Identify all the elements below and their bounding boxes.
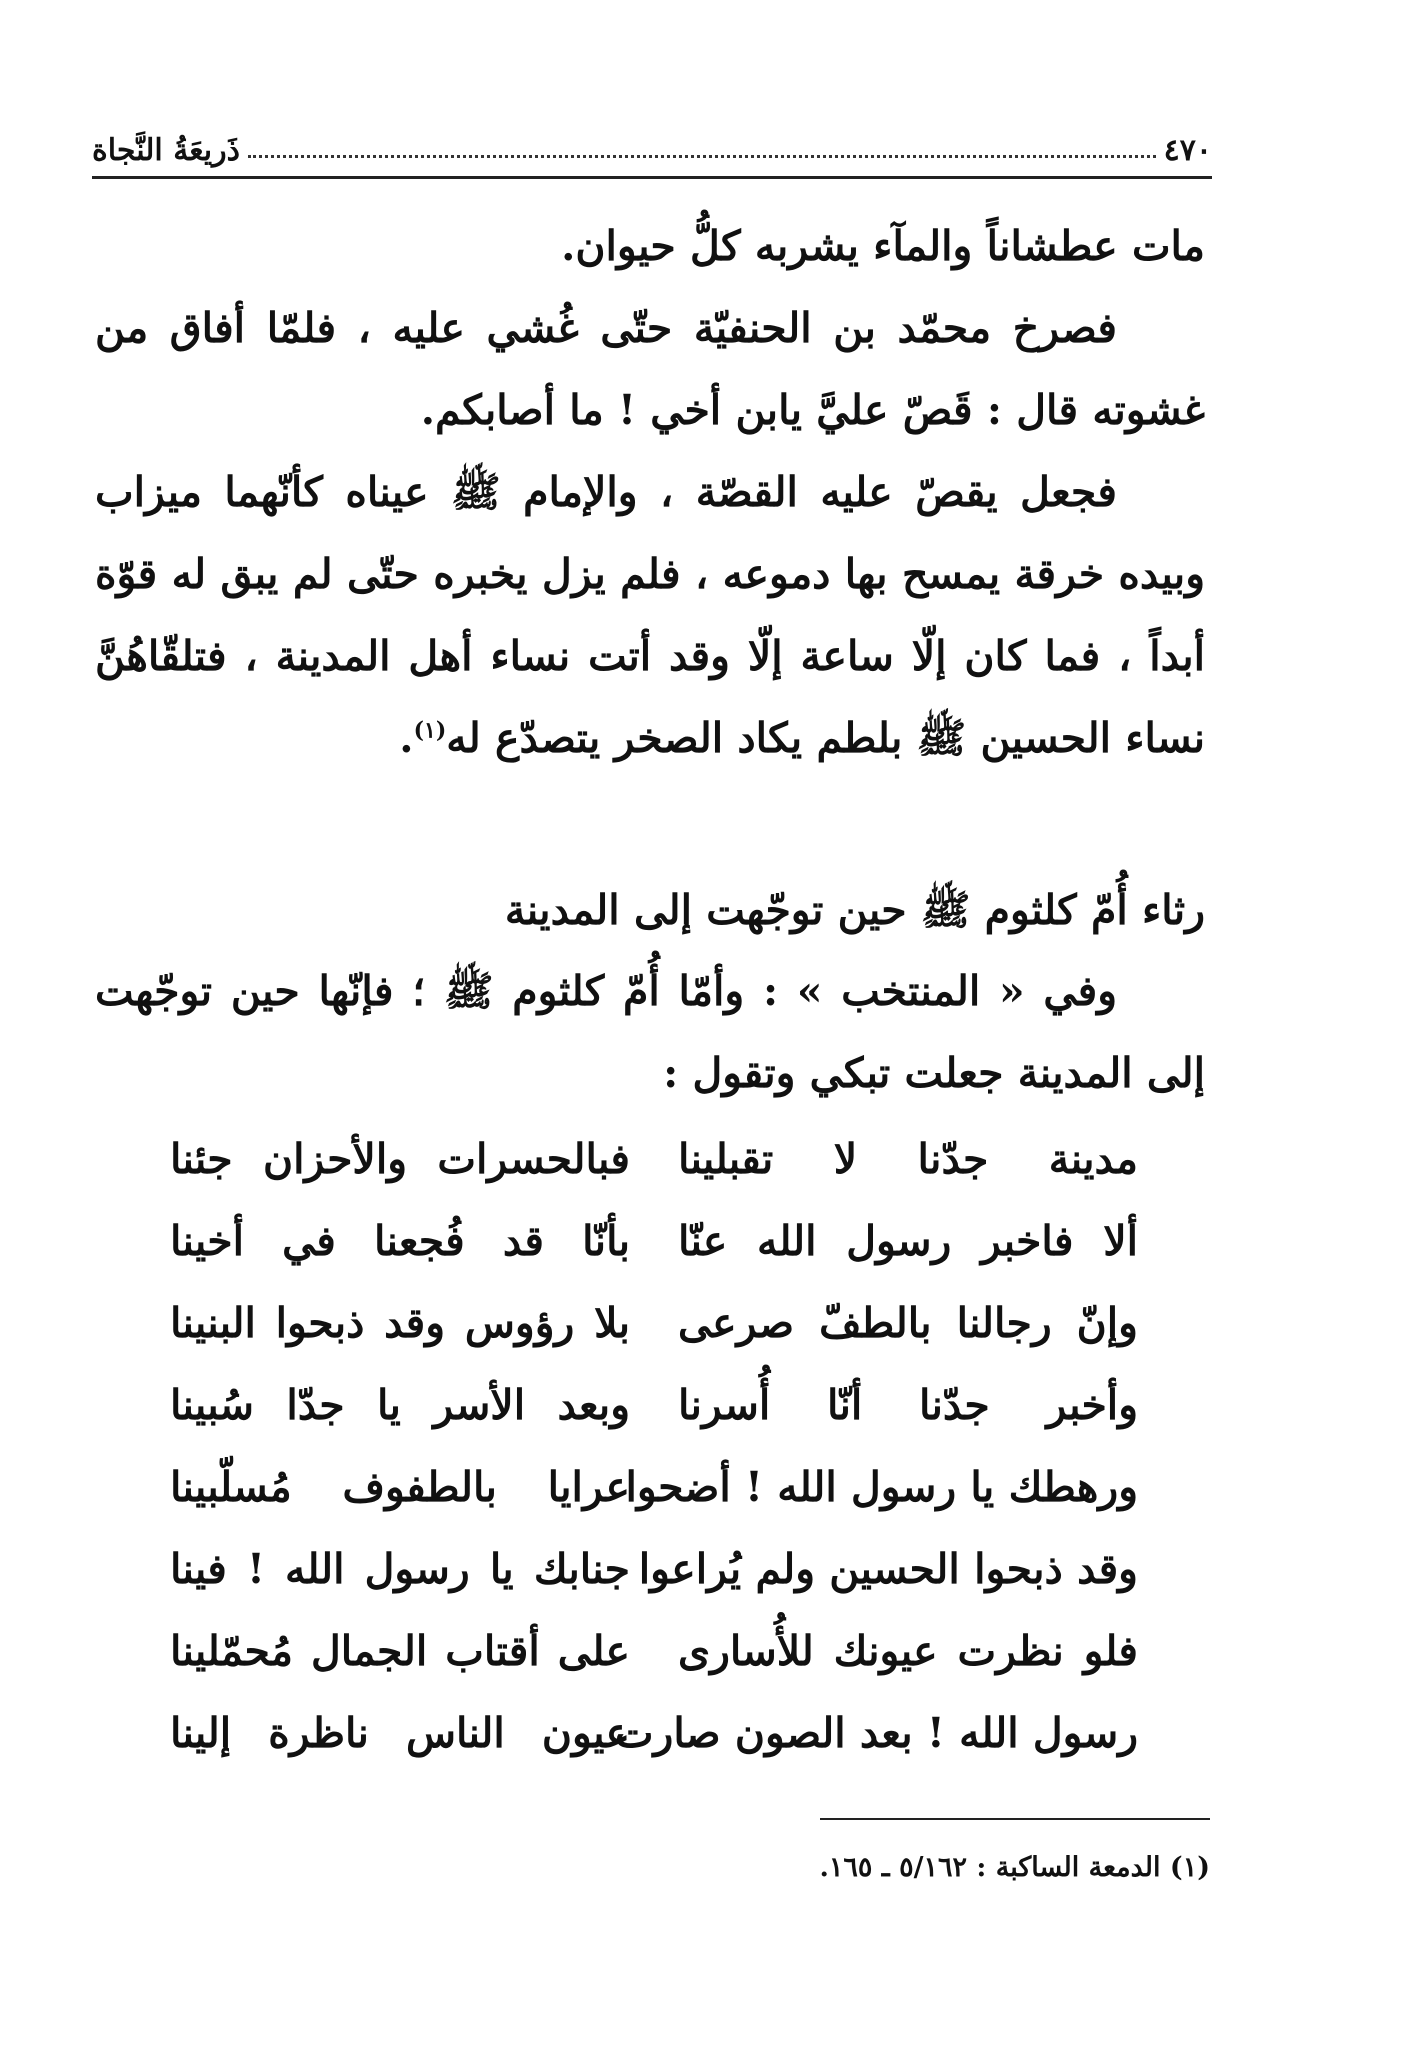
verse-second-hemistich: جنابك يا رسول الله ! فينا [170, 1545, 630, 1593]
verse-second-hemistich: على أقتاب الجمال مُحمّلينا [170, 1627, 630, 1675]
verse-first-hemistich: ورهطك يا رسول الله ! أضحوا [625, 1463, 1138, 1511]
poem-verse [170, 1118, 1138, 1200]
header-leader-dots [248, 155, 1156, 158]
paragraph: وفي « المنتخب » : وأمّا أُمّ كلثوم ﷺ ؛ فإنّها حين توجّهت إلى المدينة جعلت تبكي وتقول : [95, 967, 1205, 1097]
footnote: (١) الدمعة الساكبة : ٥/١٦٢ ـ ١٦٥. [819, 1852, 1210, 1883]
verse-first-hemistich: مدينة جدّنا لا تقبلينا [678, 1135, 1138, 1183]
poem-verse [170, 1446, 1138, 1528]
verse-first-hemistich: فلو نظرت عيونك للأُسارى [678, 1627, 1138, 1675]
section-intro [95, 950, 1205, 1114]
paragraph: فصرخ محمّد بن الحنفيّة حتّى غُشي عليه ، فلمّا أفاق من غشوته قال : قَصّ عليَّ يابن أخي ! ما أصابكم. [95, 304, 1205, 434]
poem-verse [170, 1610, 1138, 1692]
poem-verse [170, 1692, 1138, 1774]
poem-verse [170, 1364, 1138, 1446]
poem-verse [170, 1528, 1138, 1610]
poem-verse [170, 1200, 1138, 1282]
running-title: ذَريعَةُ النَّجاة [92, 133, 240, 168]
verse-second-hemistich: عرايا بالطفوف مُسلّبينا [170, 1463, 630, 1511]
verse-second-hemistich: فبالحسرات والأحزان جئنا [170, 1135, 630, 1183]
footnote-separator [820, 1818, 1210, 1820]
section-heading: رثاء أُمّ كلثوم ﷺ حين توجّهت إلى المدينة [504, 886, 1205, 934]
page-header [92, 118, 1212, 179]
verse-second-hemistich: بأنّا قد فُجعنا في أخينا [170, 1217, 630, 1265]
verse-second-hemistich: وبعد الأسر يا جدّا سُبينا [170, 1381, 630, 1429]
main-text [95, 205, 1205, 779]
verse-first-hemistich: رسول الله ! بعد الصون صارت [614, 1709, 1138, 1757]
verse-first-hemistich: ألا فاخبر رسول الله عنّا [678, 1217, 1138, 1265]
verse-first-hemistich: وإنّ رجالنا بالطفّ صرعى [678, 1299, 1138, 1347]
poem [170, 1118, 1138, 1774]
verse-second-hemistich: عيون الناس ناظرة إلينا [170, 1709, 630, 1757]
paragraph-end: . [399, 714, 414, 762]
paragraph-text: فجعل يقصّ عليه القصّة ، والإمام ﷺ عيناه كأنّهما ميزاب وبيده خرقة يمسح بها دموعه ، فلم يزل يخبره حتّى لم يبق له قوّة أبداً ، فما كان إلّا ساعة إلّا وقد أتت نساء أهل المدينة ، فتلقّاهُنَّ نساء الحسين ﷺ بلطم يكاد الصخر يتصدّع له [95, 468, 1205, 762]
verse-first-hemistich: وأخبر جدّنا أنّا أُسرنا [678, 1381, 1138, 1429]
verse-second-hemistich: بلا رؤوس وقد ذبحوا البنينا [170, 1299, 630, 1347]
paragraph [95, 451, 1205, 779]
page-number: ٤٧٠ [1163, 133, 1212, 168]
footnote-reference: (١) [413, 717, 447, 744]
paragraph: مات عطشاناً والمآء يشربه كلُّ حيوان. [561, 222, 1205, 270]
verse-first-hemistich: وقد ذبحوا الحسين ولم يُراعوا [638, 1545, 1138, 1593]
poem-verse [170, 1282, 1138, 1364]
